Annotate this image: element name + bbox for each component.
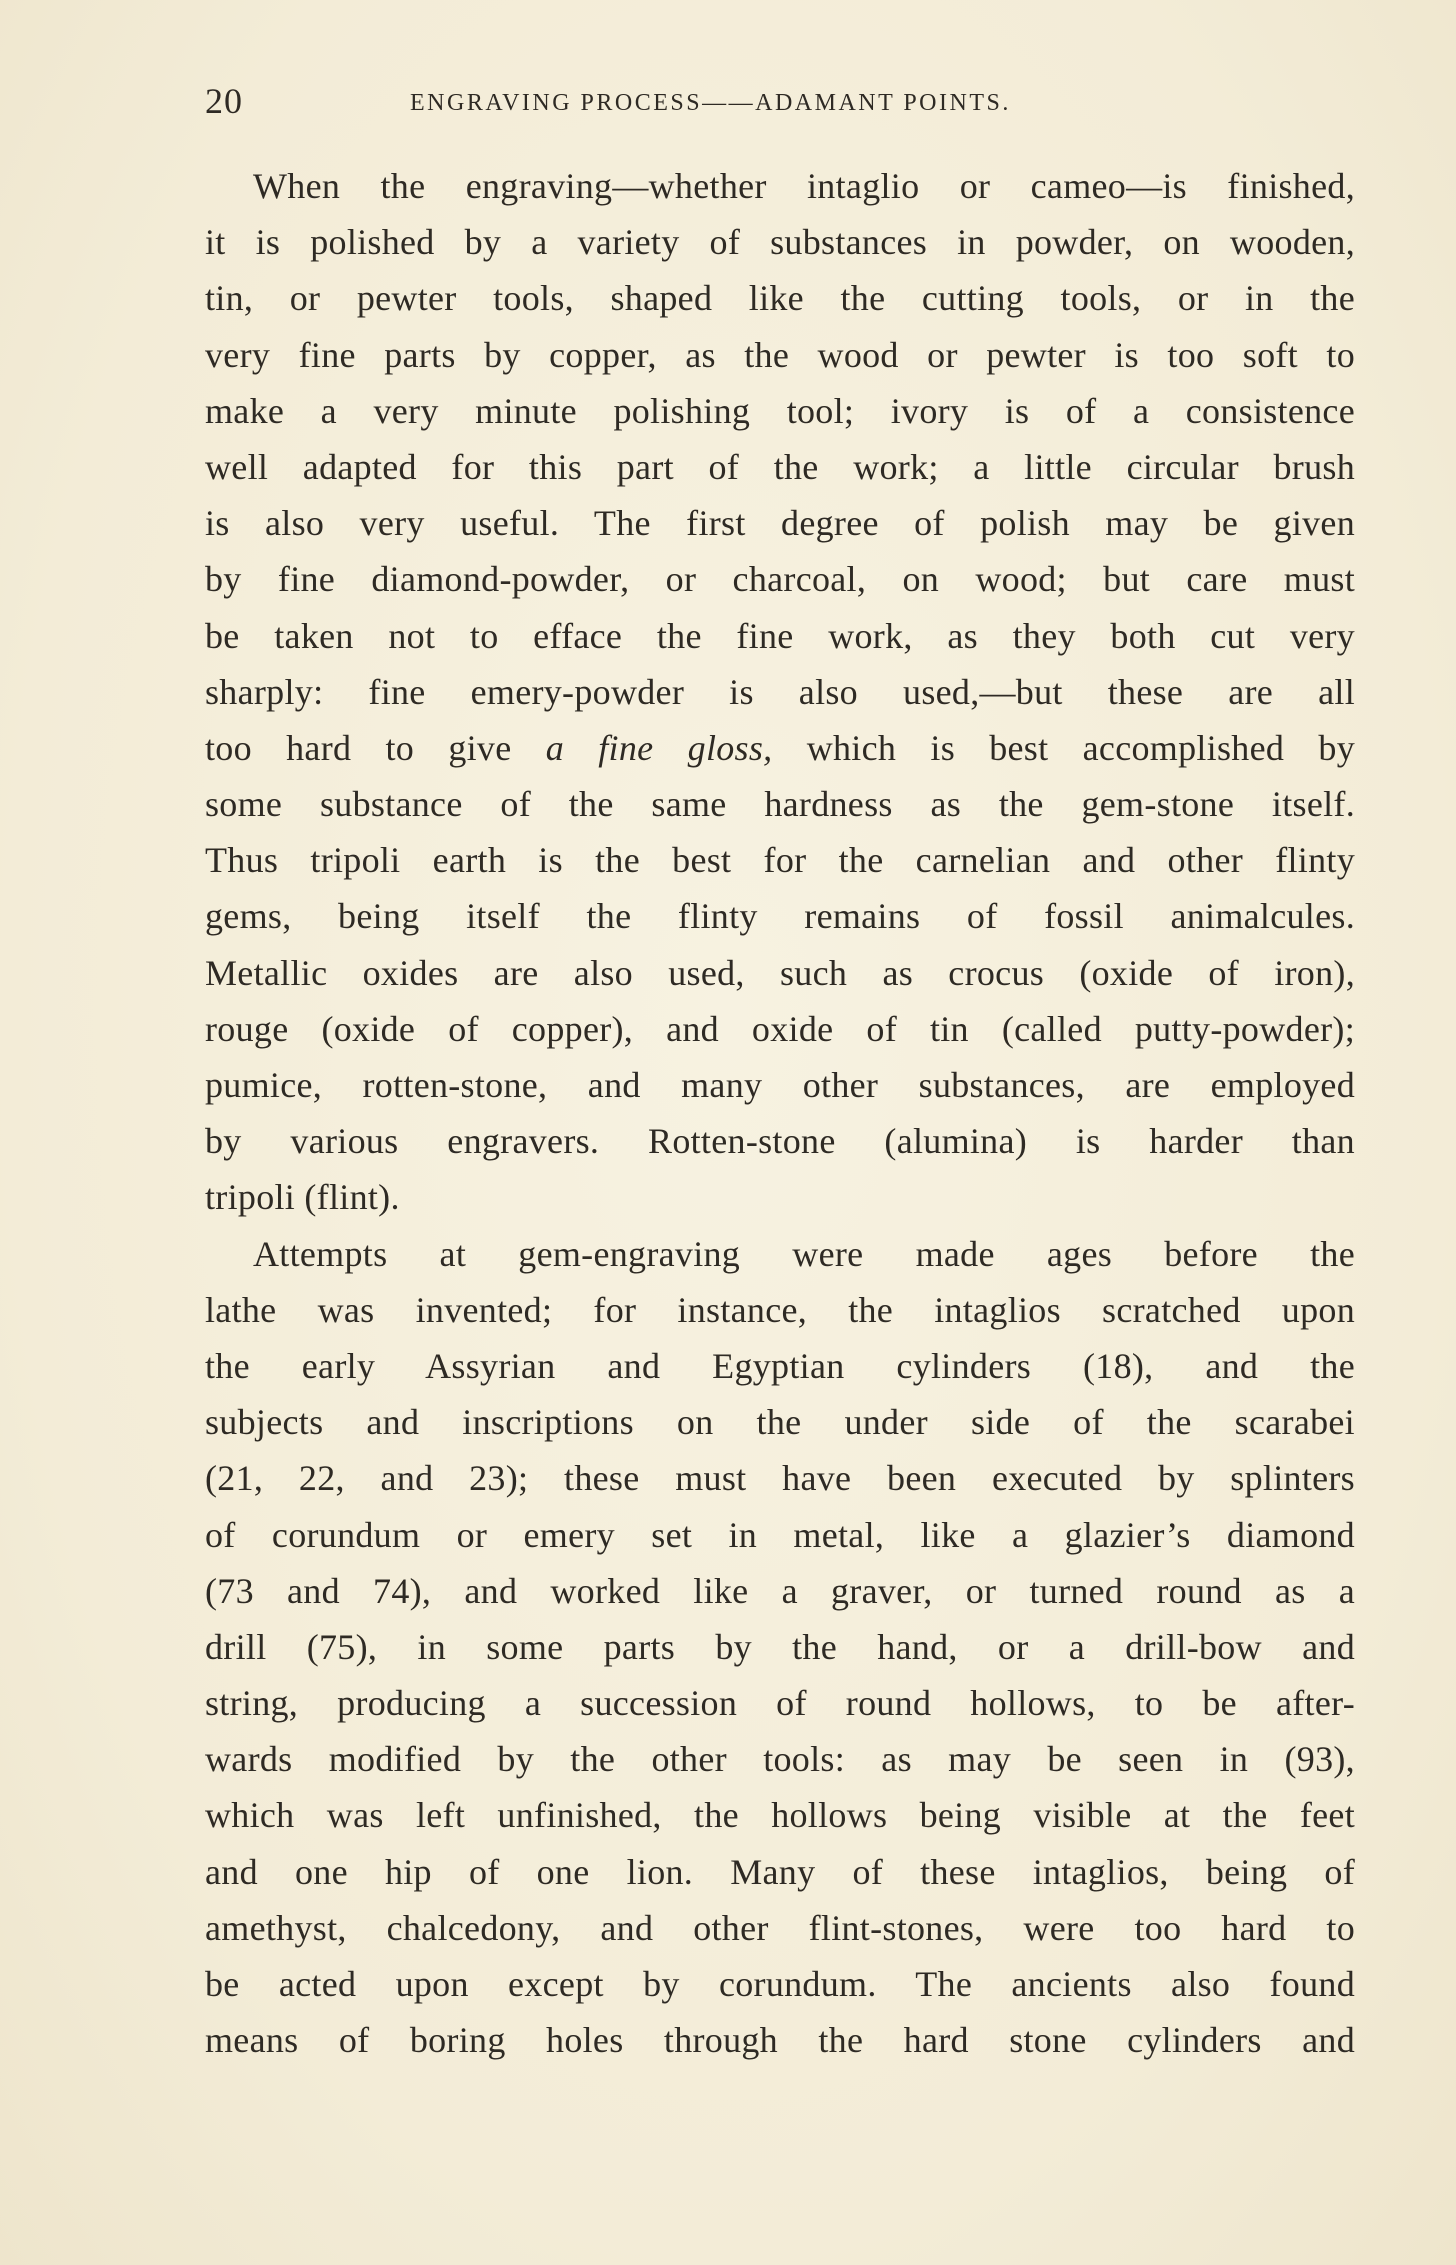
text-line: sharply: fine emery-powder is also used,—but these are all: [205, 671, 1355, 712]
text-line: is also very useful. The first degree of polish may be given: [205, 503, 1355, 544]
text-line: gems, being itself the flinty remains of fossil animalcules.: [205, 896, 1355, 937]
text-line: make a very minute polishing tool; ivory is of a consistence: [205, 390, 1355, 431]
paragraph-2: [205, 1226, 1355, 2069]
text-line: subjects and inscriptions on the under side of the scarabei: [205, 1402, 1355, 1443]
text-line: the early Assyrian and Egyptian cylinders (18), and the: [205, 1345, 1355, 1386]
text-line-italic-phrase: [205, 720, 1355, 776]
text-line: Metallic oxides are also used, such as crocus (oxide of iron),: [205, 952, 1355, 993]
text-line: Thus tripoli earth is the best for the carnelian and other flinty: [205, 840, 1355, 881]
text-line: lathe was invented; for instance, the intaglios scratched upon: [205, 1289, 1355, 1330]
text-line: (21, 22, and 23); these must have been executed by splinters: [205, 1458, 1355, 1499]
text-line: Attempts at gem-engraving were made ages before the: [253, 1233, 1355, 1274]
text-line: (73 and 74), and worked like a graver, or turned round as a: [205, 1570, 1355, 1611]
page-header: [205, 80, 1355, 130]
text-line: well adapted for this part of the work; a little circular brush: [205, 446, 1355, 487]
text-line: by various engravers. Rotten-stone (alumina) is harder than: [205, 1121, 1355, 1162]
text-line: pumice, rotten-stone, and many other substances, are employed: [205, 1065, 1355, 1105]
page-number: 20: [205, 81, 243, 121]
running-head: ENGRAVING PROCESS——ADAMANT POINTS.: [410, 90, 1011, 116]
text-line: and one hip of one lion. Many of these intaglios, being of: [205, 1851, 1355, 1892]
body-text: [205, 158, 1355, 2068]
text-line: be acted upon except by corundum. The ancients also found: [205, 1964, 1355, 2004]
text-line: drill (75), in some parts by the hand, or a drill-bow and: [205, 1626, 1355, 1667]
text-line: tin, or pewter tools, shaped like the cutting tools, or in the: [205, 278, 1355, 319]
text-line: by fine diamond-powder, or charcoal, on wood; but care must: [205, 559, 1355, 600]
text-line: which was left unfinished, the hollows being visible at the feet: [205, 1795, 1355, 1836]
text-line: be taken not to efface the fine work, as they both cut very: [205, 615, 1355, 656]
paragraph-1: [205, 158, 1355, 1226]
text-line: wards modified by the other tools: as may be seen in (93),: [205, 1739, 1355, 1780]
text-line: rouge (oxide of copper), and oxide of tin (called putty-powder);: [205, 1008, 1355, 1049]
text-line: amethyst, chalcedony, and other flint-stones, were too hard to: [205, 1907, 1355, 1948]
text-line: very fine parts by copper, as the wood or pewter is too soft to: [205, 334, 1355, 375]
text-line: it is polished by a variety of substances in powder, on wooden,: [205, 222, 1355, 263]
text-segment: which is best accomplished by: [772, 727, 1355, 768]
text-line: When the engraving—whether intaglio or cameo—is finished,: [253, 166, 1355, 206]
text-line: some substance of the same hardness as the gem-stone itself.: [205, 784, 1355, 825]
text-line: string, producing a succession of round hollows, to be after-: [205, 1683, 1355, 1724]
text-line: means of boring holes through the hard stone cylinders and: [205, 2020, 1355, 2061]
text-line: of corundum or emery set in metal, like a glazier’s diamond: [205, 1514, 1355, 1555]
text-line: tripoli (flint).: [205, 1177, 400, 1218]
text-segment: too hard to give: [205, 727, 546, 768]
italic-phrase: a fine gloss,: [545, 727, 773, 768]
